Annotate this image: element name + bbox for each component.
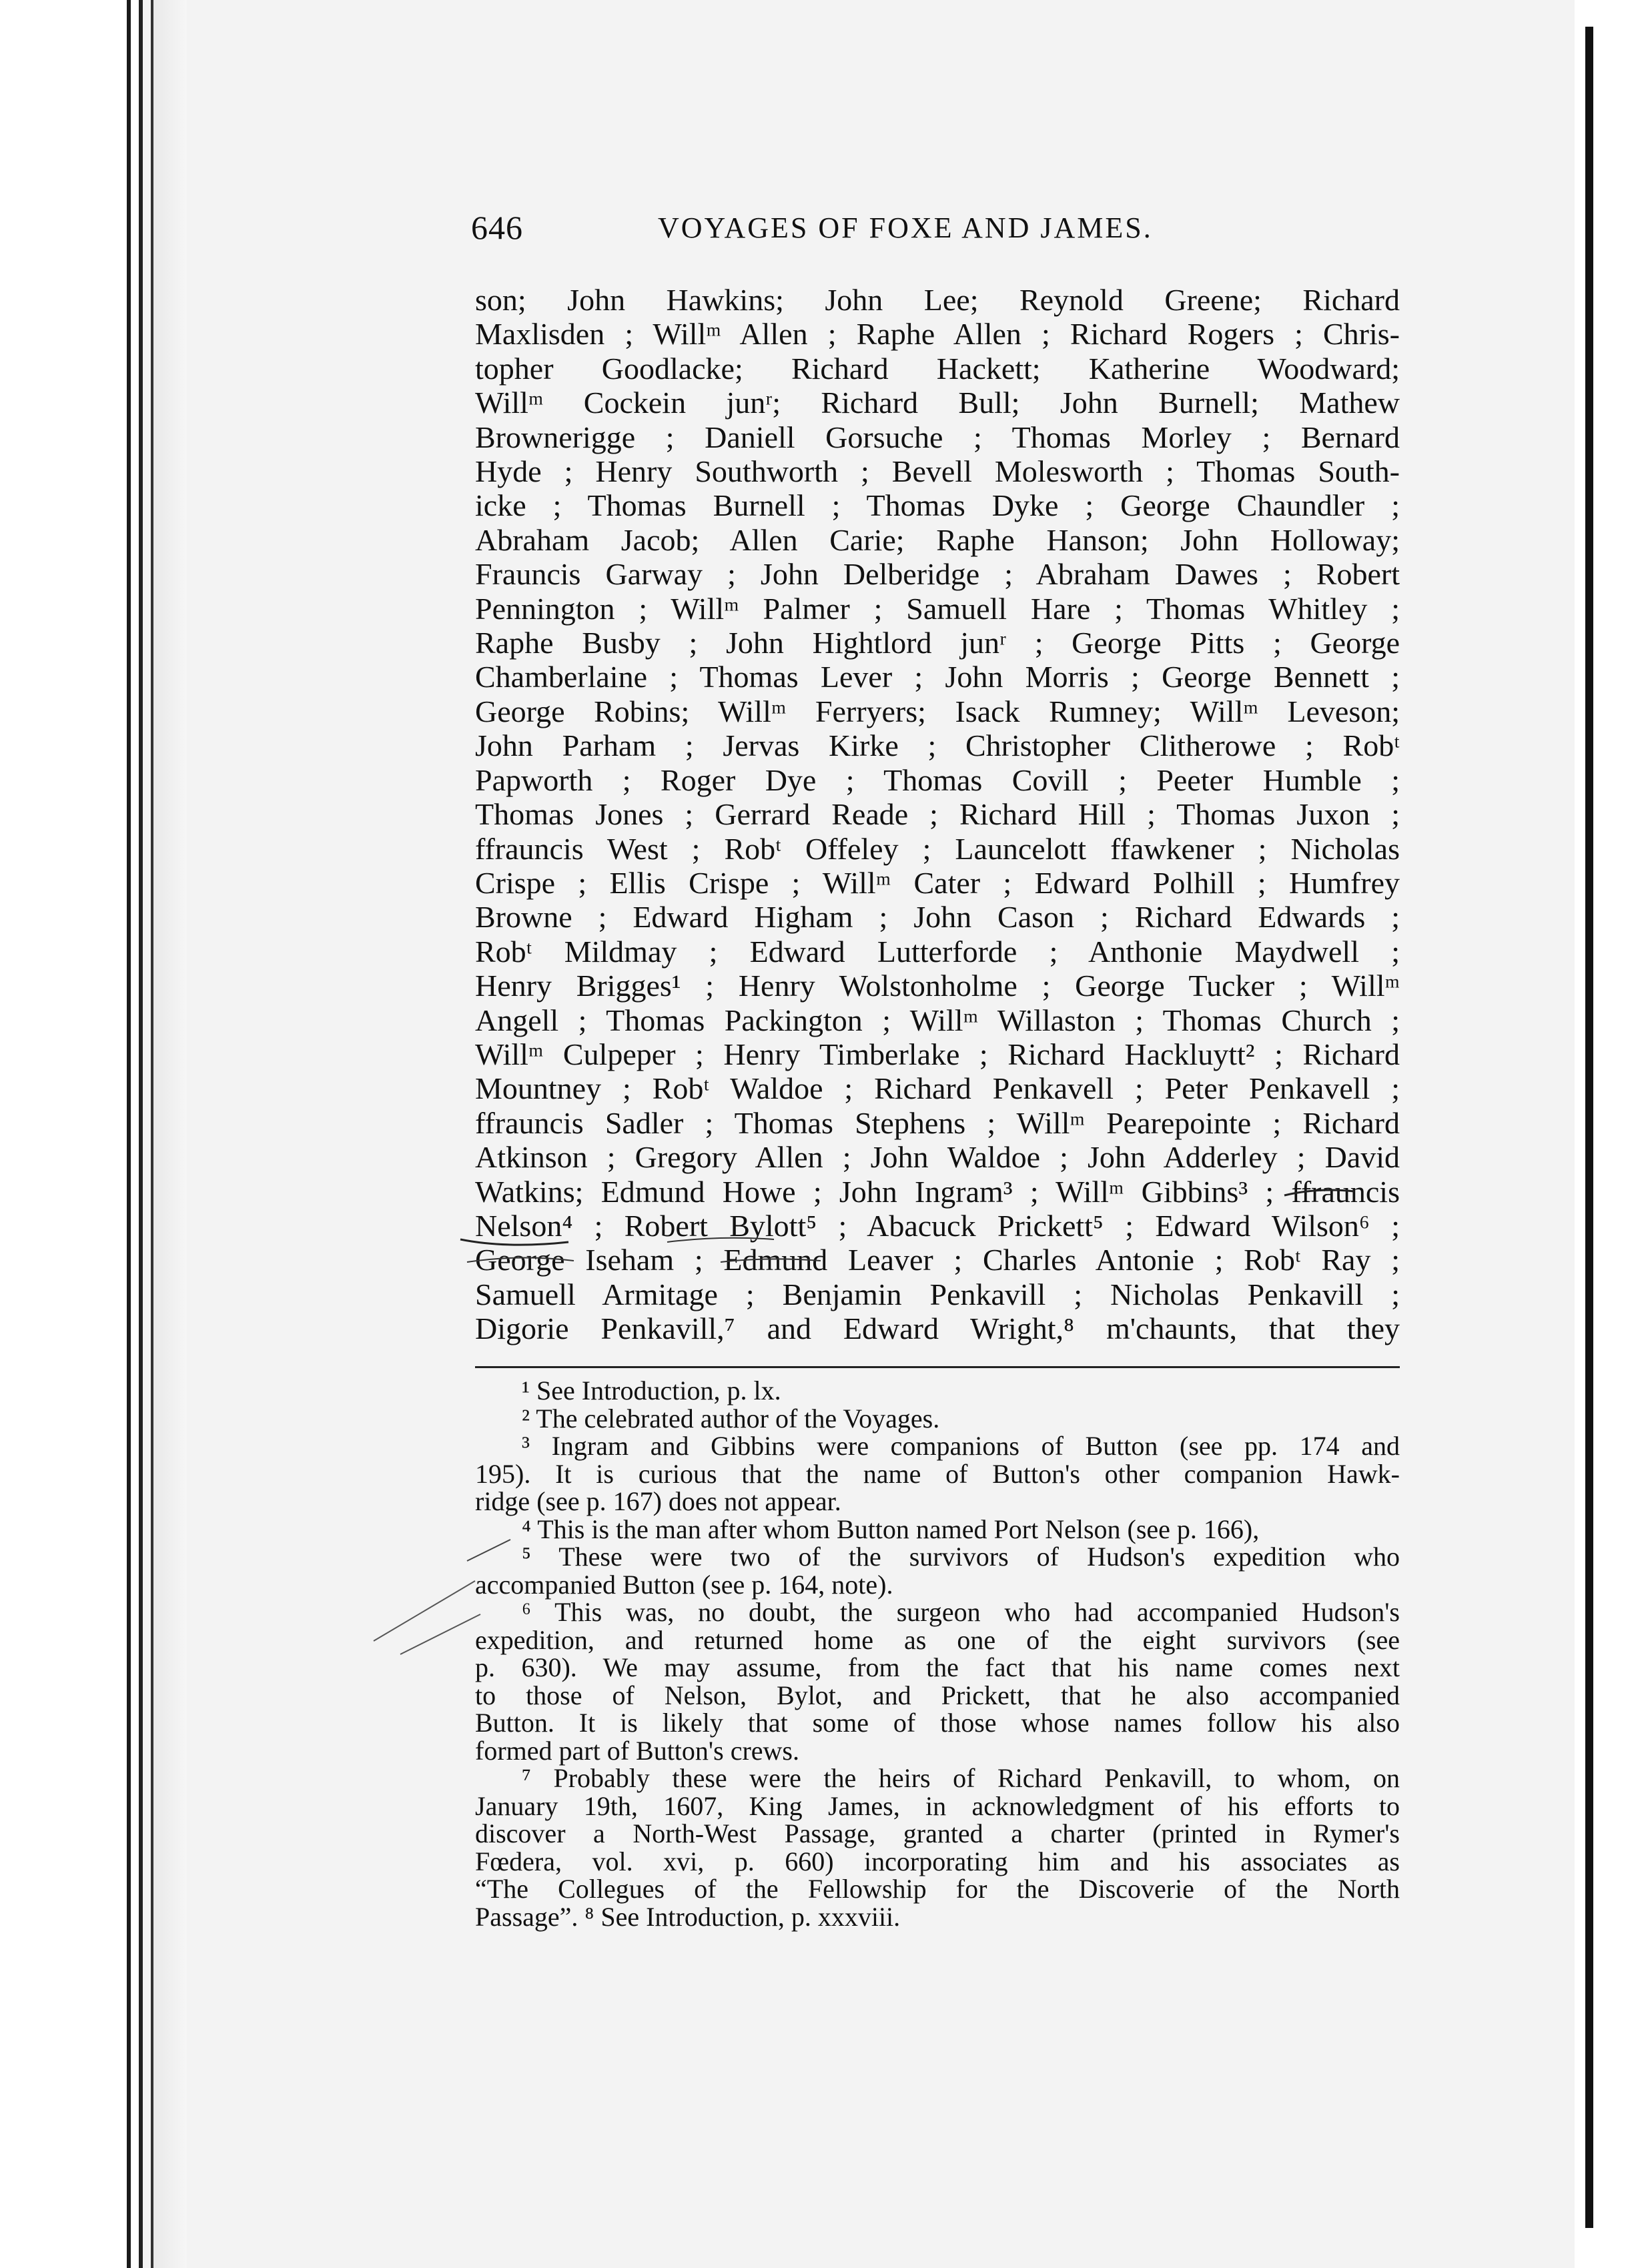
body-line: Watkins; Edmund Howe ; John Ingram³ ; Willᵐ Gibbins³ ; ffrauncis bbox=[475, 1174, 1400, 1209]
page-header bbox=[471, 208, 1398, 248]
body-line: Atkinson ; Gregory Allen ; John Waldoe ; John Adderley ; David bbox=[475, 1140, 1400, 1175]
body-line: Crispe ; Ellis Crispe ; Willᵐ Cater ; Edward Polhill ; Humfrey bbox=[475, 865, 1400, 900]
body-line: Brownerigge ; Daniell Gorsuche ; Thomas Morley ; Bernard bbox=[475, 420, 1400, 454]
body-line: Frauncis Garway ; John Delberidge ; Abraham Dawes ; Robert bbox=[475, 557, 1400, 592]
footnote bbox=[475, 1377, 1400, 1405]
footnote-line: Passage”. ⁸ See Introduction, p. xxxviii. bbox=[475, 1901, 901, 1932]
footnote-line: ² The celebrated author of the Voyages. bbox=[522, 1403, 940, 1434]
footnote-line: ³ Ingram and Gibbins were companions of Button (see pp. 174 and bbox=[522, 1431, 1400, 1461]
footnote bbox=[475, 1405, 1400, 1433]
book-spine-edge bbox=[127, 0, 187, 2268]
body-line: ffrauncis West ; Robᵗ Offeley ; Launcelott ffawkener ; Nicholas bbox=[475, 831, 1400, 866]
footnote-line: Fœdera, vol. xvi, p. 660) incorporating him and his associates as bbox=[475, 1846, 1400, 1876]
body-line: Nelson⁴ ; Robert Bylott⁵ ; Abacuck Prickett⁵ ; Edward Wilson⁶ ; bbox=[475, 1208, 1400, 1243]
running-title: VOYAGES OF FOXE AND JAMES. bbox=[658, 211, 1153, 244]
body-line: George Iseham ; Edmund Leaver ; Charles Antonie ; Robᵗ Ray ; bbox=[475, 1243, 1400, 1277]
body-line: Mountney ; Robᵗ Waldoe ; Richard Penkavell ; Peter Penkavell ; bbox=[475, 1071, 1400, 1106]
footnote bbox=[475, 1516, 1400, 1544]
body-line: Hyde ; Henry Southworth ; Bevell Molesworth ; Thomas South- bbox=[475, 454, 1400, 489]
body-line: Raphe Busby ; John Hightlord junʳ ; George Pitts ; George bbox=[475, 626, 1400, 660]
body-line: Willᵐ Cockein junʳ; Richard Bull; John Burnell; Mathew bbox=[475, 386, 1400, 420]
footnote-line: ⁴ This is the man after whom Button named Port Nelson (see p. 166), bbox=[522, 1514, 1260, 1544]
page-number: 646 bbox=[471, 209, 523, 246]
footnote bbox=[475, 1543, 1400, 1598]
body-line: ffrauncis Sadler ; Thomas Stephens ; Willᵐ Pearepointe ; Richard bbox=[475, 1105, 1400, 1140]
body-line: topher Goodlacke; Richard Hackett; Katherine Woodward; bbox=[475, 351, 1400, 386]
body-line: George Robins; Willᵐ Ferryers; Isack Rumney; Willᵐ Leveson; bbox=[475, 694, 1400, 728]
body-line: Thomas Jones ; Gerrard Reade ; Richard Hill ; Thomas Juxon ; bbox=[475, 797, 1400, 832]
footnote-rule bbox=[475, 1366, 1400, 1368]
body-line: Maxlisden ; Willᵐ Allen ; Raphe Allen ; Richard Rogers ; Chris- bbox=[475, 317, 1400, 352]
footnote-line: January 19th, 1607, King James, in acknowledgment of his efforts to bbox=[475, 1790, 1400, 1821]
footnotes bbox=[475, 1377, 1400, 1930]
footnote bbox=[475, 1764, 1400, 1930]
facing-page-edge bbox=[1575, 0, 1652, 2268]
body-text bbox=[475, 283, 1400, 1346]
body-line: son; John Hawkins; John Lee; Reynold Greene; Richard bbox=[475, 283, 1400, 317]
footnote-line: Button. It is likely that some of those whose names follow his also bbox=[475, 1708, 1400, 1738]
body-line: Abraham Jacob; Allen Carie; Raphe Hanson; John Holloway; bbox=[475, 522, 1400, 557]
footnote bbox=[475, 1598, 1400, 1764]
footnote bbox=[475, 1432, 1400, 1516]
body-line: Chamberlaine ; Thomas Lever ; John Morris ; George Bennett ; bbox=[475, 660, 1400, 694]
body-line: icke ; Thomas Burnell ; Thomas Dyke ; George Chaundler ; bbox=[475, 488, 1400, 523]
body-line: John Parham ; Jervas Kirke ; Christopher Clitherowe ; Robᵗ bbox=[475, 728, 1400, 763]
body-line: Papworth ; Roger Dye ; Thomas Covill ; Peeter Humble ; bbox=[475, 762, 1400, 797]
body-line: Henry Brigges¹ ; Henry Wolstonholme ; George Tucker ; Willᵐ bbox=[475, 969, 1400, 1003]
footnote-line: p. 630). We may assume, from the fact that his name comes next bbox=[475, 1652, 1400, 1682]
body-line: Robᵗ Mildmay ; Edward Lutterforde ; Anthonie Maydwell ; bbox=[475, 934, 1400, 969]
body-line: Willᵐ Culpeper ; Henry Timberlake ; Richard Hackluytt² ; Richard bbox=[475, 1037, 1400, 1071]
body-line: Pennington ; Willᵐ Palmer ; Samuell Hare ; Thomas Whitley ; bbox=[475, 591, 1400, 626]
footnote-line: discover a North-West Passage, granted a charter (printed in Rymer's bbox=[475, 1818, 1400, 1848]
footnote-line: expedition, and returned home as one of the eight survivors (see bbox=[475, 1624, 1400, 1655]
footnote-line: to those of Nelson, Bylot, and Prickett, that he also accompanied bbox=[475, 1680, 1400, 1710]
body-line: Angell ; Thomas Packington ; Willᵐ Willaston ; Thomas Church ; bbox=[475, 1003, 1400, 1037]
body-line: Browne ; Edward Higham ; John Cason ; Richard Edwards ; bbox=[475, 900, 1400, 935]
footnote-line: “The Collegues of the Fellowship for the Discoverie of the North bbox=[475, 1874, 1400, 1904]
footnote-line: 195). It is curious that the name of Button's other companion Hawk- bbox=[475, 1458, 1400, 1489]
footnote-line: ⁶ This was, no doubt, the surgeon who had accompanied Hudson's bbox=[522, 1597, 1400, 1627]
footnote-line: ⁵ These were two of the survivors of Hudson's expedition who bbox=[522, 1542, 1400, 1572]
body-line: Samuell Armitage ; Benjamin Penkavill ; Nicholas Penkavill ; bbox=[475, 1277, 1400, 1311]
footnote-line: formed part of Button's crews. bbox=[475, 1735, 799, 1766]
body-line: Digorie Penkavill,⁷ and Edward Wright,⁸ m'chaunts, that they bbox=[475, 1311, 1400, 1346]
footnote-line: ¹ See Introduction, p. lx. bbox=[522, 1375, 781, 1405]
footnote-line: ridge (see p. 167) does not appear. bbox=[475, 1486, 841, 1516]
footnote-line: ⁷ Probably these were the heirs of Richard Penkavill, to whom, on bbox=[522, 1763, 1400, 1793]
footnote-line: accompanied Button (see p. 164, note). bbox=[475, 1569, 893, 1600]
